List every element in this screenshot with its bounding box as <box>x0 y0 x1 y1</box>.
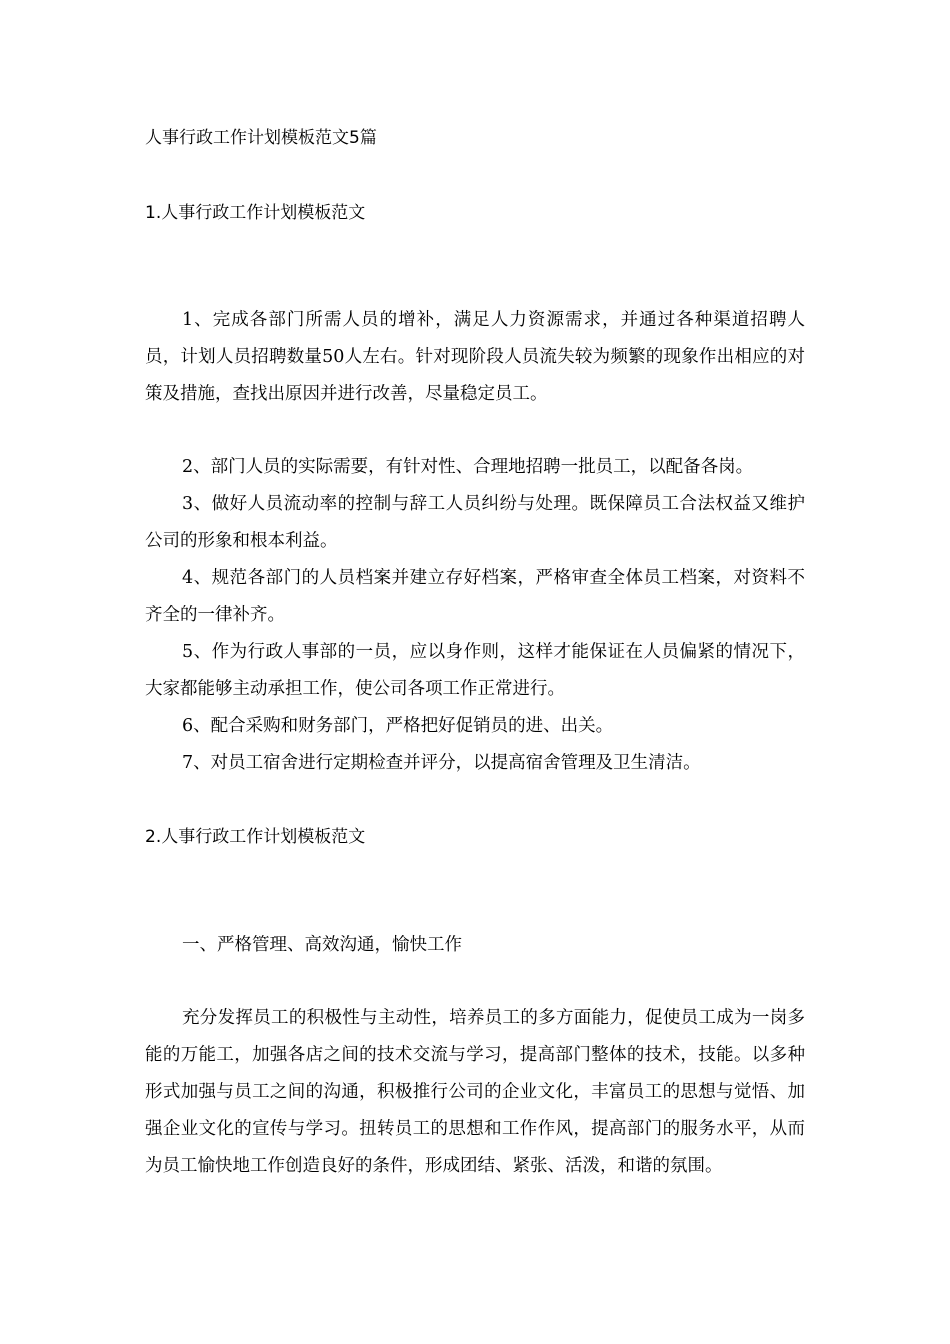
paragraph-1-2: 2、部门人员的实际需要，有针对性、合理地招聘一批员工，以配备各岗。 <box>182 457 754 477</box>
paragraph-1-3: 3、做好人员流动率的控制与辞工人员纠纷与处理。既保障员工合法权益又维护公司的形象和根本利益。 <box>145 494 805 551</box>
section-heading-1: 1.人事行政工作计划模板范文 <box>145 203 366 223</box>
paragraph-1-5: 5、作为行政人事部的一员，应以身作则，这样才能保证在人员偏紧的情况下，大家都能够主动承担工作，使公司各项工作正常进行。 <box>145 642 805 699</box>
document-title: 人事行政工作计划模板范文5篇 <box>145 128 377 148</box>
section-heading-2: 2.人事行政工作计划模板范文 <box>145 827 366 847</box>
paragraph-1-4: 4、规范各部门的人员档案并建立存好档案，严格审查全体员工档案，对资料不齐全的一律补齐。 <box>145 568 805 625</box>
paragraph-1-1: 1、完成各部门所需人员的增补，满足人力资源需求，并通过各种渠道招聘人员，计划人员招聘数量50人左右。针对现阶段人员流失较为频繁的现象作出相应的对策及措施，查找出原因并进行改善，尽量稳定员工。 <box>145 310 805 404</box>
paragraph-2-1: 一、严格管理、高效沟通，愉快工作 <box>182 935 462 955</box>
paragraph-1-6: 6、配合采购和财务部门，严格把好促销员的进、出关。 <box>182 716 614 736</box>
paragraph-2-2: 充分发挥员工的积极性与主动性，培养员工的多方面能力，促使员工成为一岗多能的万能工，加强各店之间的技术交流与学习，提高部门整体的技术，技能。以多种形式加强与员工之间的沟通，积极推行公司的企业文化，丰富员工的思想与觉悟、加强企业文化的宣传与学习。扭转员工的思想和工作作风，提高部门的服务水平，从而为员工愉快地工作创造良好的条件，形成团结、紧张、活泼，和谐的氛围。 <box>145 1008 805 1176</box>
paragraph-1-7: 7、对员工宿舍进行定期检查并评分，以提高宿舍管理及卫生清洁。 <box>182 753 701 773</box>
